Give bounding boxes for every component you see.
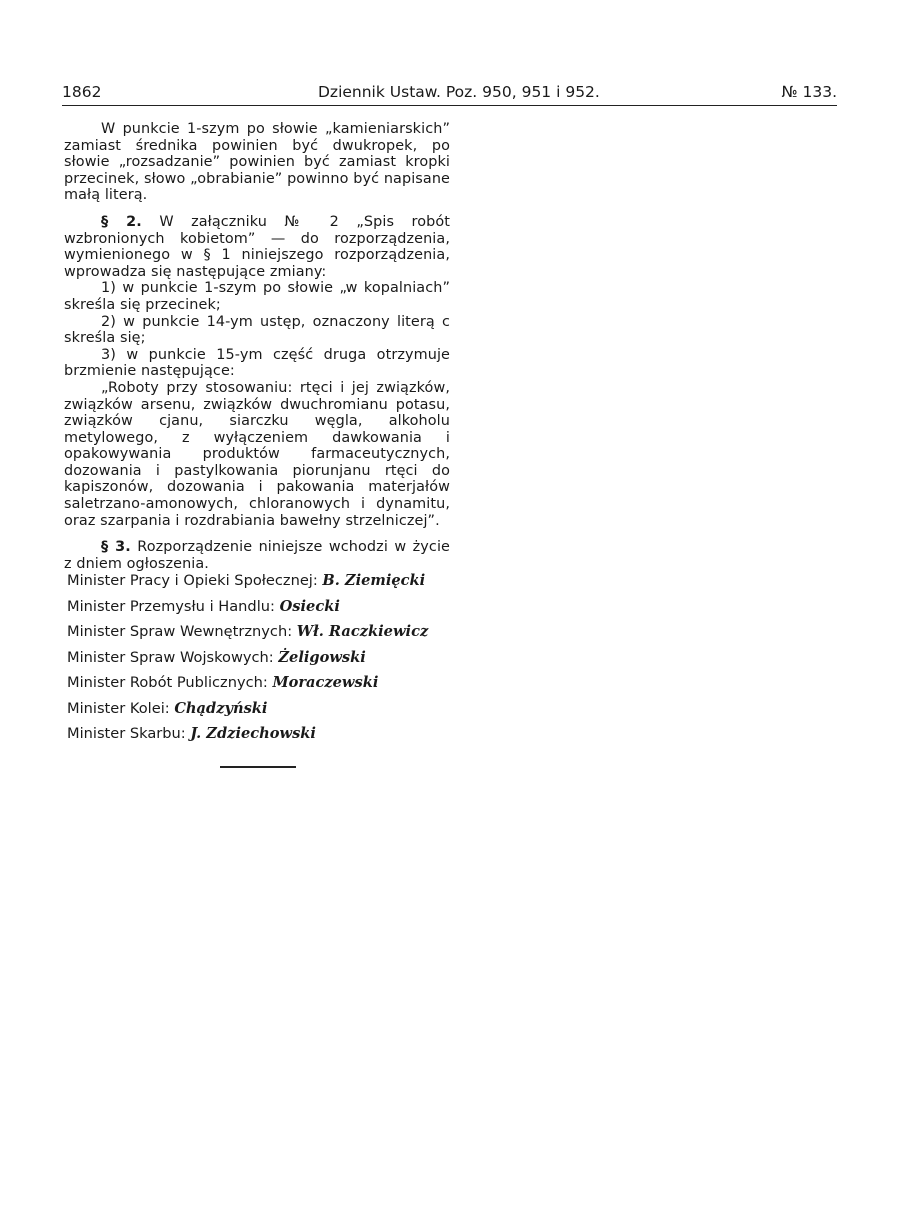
minister-title: Minister Spraw Wojskowych: bbox=[67, 648, 274, 666]
minister-name: Moraczewski bbox=[272, 674, 379, 691]
signature-line bbox=[67, 568, 467, 594]
quoted-text: „Roboty przy stosowaniu: rtęci i jej związków, związków arsenu, związków dwuchromianu potasu, związków cjanu, siarczku węgla, alkoholu metylowego, z wyłączeniem dawkowania i opakowywania produktów farmaceutycznych, dozowania i pastylkowania piorunjanu rtęci do kapiszonów, dozowania i pakowania materjałów saletrzano-amonowych, chloranowych i dynamitu, oraz szarpania i rozdrabiania bawełny strzelniczej”. bbox=[64, 379, 450, 529]
signature-line bbox=[67, 670, 467, 696]
signature-list bbox=[67, 568, 467, 747]
journal-title: Dziennik Ustaw. Poz. 950, 951 i 952. bbox=[318, 83, 600, 101]
page-number: 1862 bbox=[62, 83, 102, 101]
minister-title: Minister Skarbu: bbox=[67, 725, 186, 742]
minister-title: Minister Spraw Wewnętrznych: bbox=[67, 623, 293, 640]
paragraph-point-1-amendments: W punkcie 1-szym po słowie „kamieniarskich” zamiast średnika powinien być dwukropek, po słowie „rozsadzanie” powinien być zamiast kropki przecinek, słowo „obrabianie” powinno być napisane małą literą. bbox=[64, 121, 450, 204]
header-rule bbox=[62, 105, 837, 106]
issue-number: № 133. bbox=[781, 83, 837, 101]
section-2-mark: § 2. bbox=[101, 213, 142, 230]
minister-title: Minister Kolei: bbox=[67, 699, 170, 717]
signature-line bbox=[67, 645, 467, 671]
text-column bbox=[64, 121, 450, 572]
list-item-3: 3) w punkcie 15-ym część druga otrzymuje brzmienie następujące: bbox=[64, 346, 450, 380]
minister-name: Osiecki bbox=[279, 597, 340, 615]
minister-title: Minister Pracy i Opieki Społecznej: bbox=[67, 572, 318, 589]
minister-title: Minister Przemysłu i Handlu: bbox=[67, 597, 275, 615]
list-item-1: 1) w punkcie 1-szym po słowie „w kopalniach” skreśla się przecinek; bbox=[64, 280, 450, 313]
page-header bbox=[62, 82, 837, 102]
section-2 bbox=[64, 214, 450, 280]
signature-line bbox=[67, 696, 467, 722]
list-item-2: 2) w punkcie 14-ym ustęp, oznaczony literą c skreśla się; bbox=[64, 313, 450, 347]
section-3-text: Rozporządzenie niniejsze wchodzi w życie z dniem ogłoszenia. bbox=[64, 539, 450, 572]
minister-name: B. Ziemięcki bbox=[322, 572, 426, 589]
minister-name: Chądzyński bbox=[174, 699, 268, 717]
minister-name: Wł. Raczkiewicz bbox=[296, 623, 429, 640]
minister-title: Minister Robót Publicznych: bbox=[67, 674, 268, 691]
minister-name: Żeligowski bbox=[278, 648, 366, 666]
section-3-mark: § 3. bbox=[101, 539, 131, 556]
minister-name: J. Zdziechowski bbox=[190, 725, 316, 742]
signature-line bbox=[67, 594, 467, 620]
section-2-text: W załączniku № 2 „Spis robót wzbronionych kobietom” — do rozporządzenia, wymienionego w § 1 niniejszego rozporządzenia, wprowadza się następujące zmiany: bbox=[64, 213, 450, 280]
closing-rule bbox=[220, 766, 296, 768]
signature-line bbox=[67, 721, 467, 747]
signature-line bbox=[67, 619, 467, 645]
